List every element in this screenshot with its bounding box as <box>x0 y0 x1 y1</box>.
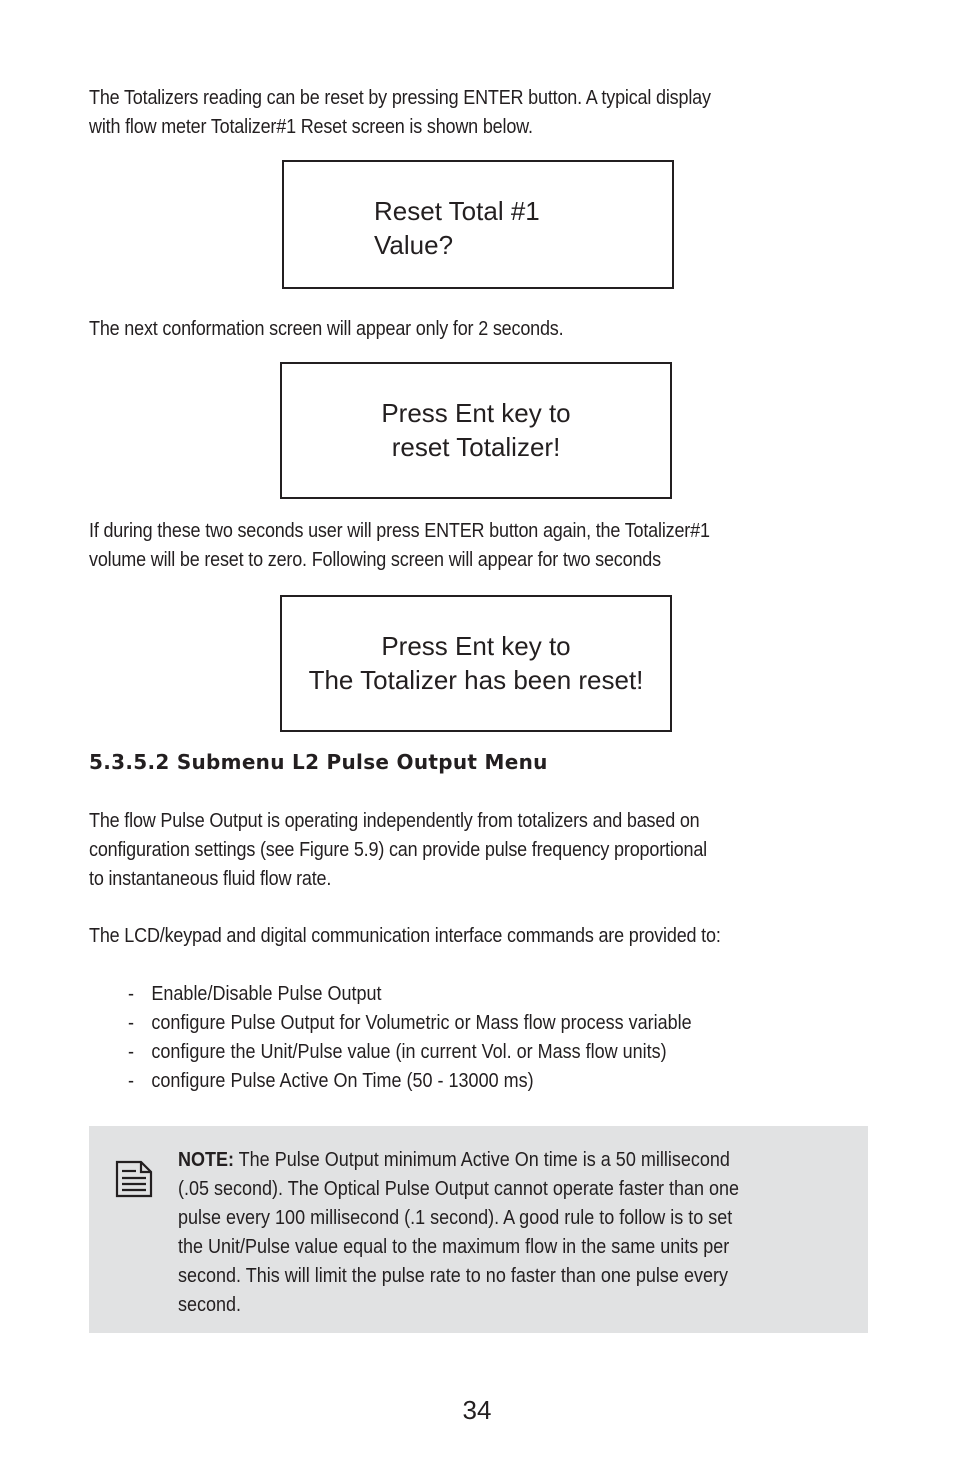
pulse-line-2: configuration settings (see Figure 5.9) can provide pulse frequency proportional <box>89 839 707 861</box>
lcd-reset-line-2: Value? <box>374 230 454 260</box>
note-box <box>89 1126 868 1333</box>
commands-intro-line: The LCD/keypad and digital communication interface commands are provided to: <box>89 925 721 947</box>
note-label: NOTE: <box>178 1149 234 1171</box>
pulse-line-1: The flow Pulse Output is operating independently from totalizers and based on <box>89 810 700 832</box>
lcd-done-line-1: Press Ent key to <box>381 631 571 661</box>
list-item <box>128 1067 866 1096</box>
reset-explanation-line-1: If during these two seconds user will press ENTER button again, the Totalizer#1 <box>89 520 710 542</box>
note-line-2: (.05 second). The Optical Pulse Output cannot operate faster than one <box>178 1178 740 1200</box>
note-line-3: pulse every 100 millisecond (.1 second). A good rule to follow is to set <box>178 1207 733 1229</box>
bullet-dash: - <box>128 983 135 1005</box>
lcd-reset-line-1: Reset Total #1 <box>374 196 540 226</box>
section-heading: 5.3.5.2 Submenu L2 Pulse Output Menu <box>89 750 548 774</box>
bullet-dash: - <box>128 1012 135 1034</box>
page-number: 34 <box>462 1395 492 1425</box>
intro-line-2: with flow meter Totalizer#1 Reset screen is shown below. <box>89 116 533 138</box>
lcd-confirm-line-2: reset Totalizer! <box>391 432 561 462</box>
confirmation-paragraph <box>89 315 863 344</box>
lcd-confirm-screen <box>280 362 672 499</box>
note-line-1: The Pulse Output minimum Active On time is a 50 millisecond <box>233 1149 730 1171</box>
pulse-line-3: to instantaneous fluid flow rate. <box>89 868 332 890</box>
reset-explanation-line-2: volume will be reset to zero. Following screen will appear for two seconds <box>89 549 661 571</box>
lcd-done-line-2: The Totalizer has been reset! <box>308 665 644 695</box>
note-line-6: second. <box>178 1294 242 1316</box>
lcd-reset-done-screen <box>280 595 672 732</box>
list-item <box>128 1038 866 1067</box>
note-text <box>178 1146 862 1320</box>
list-item <box>128 980 866 1009</box>
list-item-text: Enable/Disable Pulse Output <box>151 983 382 1005</box>
list-item-text: configure Pulse Output for Volumetric or Mass flow process variable <box>151 1012 692 1034</box>
lcd-confirm-line-1: Press Ent key to <box>381 398 571 428</box>
reset-explanation-paragraph <box>89 517 863 575</box>
list-item <box>128 1009 866 1038</box>
intro-line-1: The Totalizers reading can be reset by pressing ENTER button. A typical display <box>89 87 711 109</box>
lcd-reset-total-screen <box>282 160 674 289</box>
pulse-output-paragraph <box>89 807 863 894</box>
note-line-5: second. This will limit the pulse rate to no faster than one pulse every <box>178 1265 728 1287</box>
commands-intro-paragraph <box>89 922 863 951</box>
note-document-icon <box>114 1159 154 1199</box>
note-line-4: the Unit/Pulse value equal to the maximum flow in the same units per <box>178 1236 730 1258</box>
list-item-text: configure the Unit/Pulse value (in current Vol. or Mass flow units) <box>151 1041 667 1063</box>
list-item-text: configure Pulse Active On Time (50 - 13000 ms) <box>151 1070 534 1092</box>
bullet-dash: - <box>128 1041 135 1063</box>
confirmation-line: The next conformation screen will appear only for 2 seconds. <box>89 318 564 340</box>
commands-list <box>128 980 866 1096</box>
bullet-dash: - <box>128 1070 135 1092</box>
intro-paragraph <box>89 84 863 142</box>
